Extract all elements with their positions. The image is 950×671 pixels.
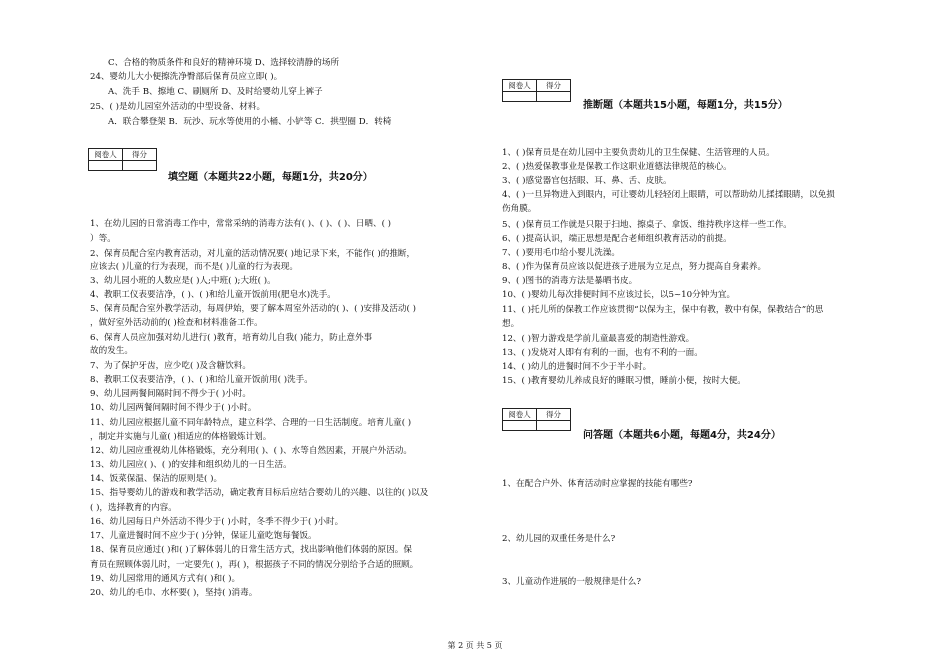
- judge-line: 2、( )热爱保教事业是保教工作这职业道德法律规范的核心。: [502, 162, 732, 172]
- judge-section-title: 推断题（本题共15小题，每题1分，共15分）: [583, 100, 788, 111]
- grader-cell[interactable]: [503, 92, 537, 102]
- judge-line: 10、( )婴幼儿每次排便时间不应该过长，以5~10分钟为宜。: [502, 290, 736, 300]
- judge-line: 3、( )感觉器官包括眼、耳、鼻、舌、皮肤。: [502, 176, 672, 186]
- qa-question: 3、儿童动作进展的一般规律是什么?: [502, 577, 641, 587]
- fill-line: 10、幼儿园两餐间隔时间不得少于( )小时。: [90, 403, 257, 413]
- fill-line: 18、保育员应通过( )和( )了解体弱儿的日常生活方式，找出影响他们体弱的原因。保: [90, 545, 412, 555]
- question-24: 24、婴幼儿大小便擦洗净臀部后保育员应立即( )。: [90, 72, 283, 82]
- fill-line: 3、幼儿园小班的人数应是( )人;中班( );大班( )。: [90, 276, 276, 286]
- fill-line: 12、幼儿园应重视幼儿体格锻炼，充分利用( )、( )、水等自然因素，开展户外活动。: [90, 446, 412, 456]
- score-label: 得分: [123, 149, 157, 161]
- score-cell[interactable]: [123, 161, 157, 171]
- fill-line: 20、幼儿的毛巾、水杯要( )，坚持( )消毒。: [90, 588, 258, 598]
- question-24-options: A、洗手 B、擦地 C、刷厕所 D、及时给婴幼儿穿上裤子: [108, 87, 323, 97]
- judge-line: 想。: [502, 319, 520, 329]
- judge-line: 15、( )教育婴幼儿养成良好的睡眠习惯，睡前小便，按时大便。: [502, 376, 746, 386]
- fill-line: 8、教职工仪表要洁净，( )、( )和给儿童开饭前用( )洗手。: [90, 375, 313, 385]
- judge-line: 4、( )一旦异物进入到眼内，可让婴幼儿轻轻闭上眼睛，可以帮助幼儿揉揉眼睛，以免损: [502, 190, 835, 200]
- fill-line: 16、幼儿园每日户外活动不得少于( )小时，冬季不得少于( )小时。: [90, 517, 344, 527]
- judge-line: 8、( )作为保育员应该以促进孩子进展为立足点，努力提高自身素养。: [502, 262, 767, 272]
- judge-line: 伤角膜。: [502, 204, 537, 214]
- fill-line: 14、饭菜保温、保洁的原则是( )。: [90, 474, 223, 484]
- fill-line: 13、幼儿园应( )、( )的安排和组织幼儿的一日生活。: [90, 460, 292, 470]
- judge-line: 7、( )要用毛巾给小婴儿洗澡。: [502, 248, 621, 258]
- fill-line: ，制定并实施与儿童( )相适应的体格锻炼计划。: [90, 432, 272, 442]
- score-cell[interactable]: [537, 92, 571, 102]
- page-footer: 第 2 页 共 5 页: [447, 641, 503, 650]
- qa-question: 1、在配合户外、体育活动时应掌握的技能有哪些?: [502, 479, 693, 489]
- fill-line: 5、保育员配合室外教学活动，每周伊始，要了解本周室外活动的( )、( )安排及活动( ): [90, 304, 416, 314]
- fill-line: 11、幼儿园应根据儿童不同年龄特点，建立科学、合理的一日生活制度。培育儿童( ): [90, 418, 412, 428]
- grader-label: 阅卷人: [503, 80, 537, 92]
- grader-cell[interactable]: [503, 421, 537, 431]
- fill-line: 7、为了保护牙齿，应少吃( )及含糖饮料。: [90, 361, 251, 371]
- score-cell[interactable]: [537, 421, 571, 431]
- judge-line: 9、( )图书的消毒方法是暴晒书皮。: [502, 276, 638, 286]
- fill-line: ( )，选择教育的内容。: [90, 503, 177, 513]
- score-label: 得分: [537, 80, 571, 92]
- fill-line: 6、保育人员应加强对幼儿进行( )教育，培育幼儿自我( )能力，防止意外事: [90, 333, 373, 343]
- judge-line: 13、( )发烧对人即有有利的一面，也有不利的一面。: [502, 348, 703, 358]
- judge-line: 14、( )幼儿的进餐时间不少于半小时。: [502, 362, 652, 372]
- question-25: 25、( )是幼儿园室外活动的中型设备、材料。: [90, 102, 266, 112]
- judge-line: 12、( )智力游戏是学前儿童最喜爱的制造性游戏。: [502, 334, 695, 344]
- judge-line: 11、( )托儿所的保教工作应该贯彻“以保为主，保中有教，教中有保，保教结合”的思: [502, 305, 824, 315]
- fill-line: 应该去( )儿童的行为表现，而不是( )儿童的行为表现。: [90, 262, 298, 272]
- grader-cell[interactable]: [89, 161, 123, 171]
- fill-line: 9、幼儿园两餐间隔时间不得少于( )小时。: [90, 389, 251, 399]
- fill-line: 15、指导婴幼儿的游戏和教学活动，确定教育目标后应结合婴幼儿的兴趣、以往的( )以及: [90, 488, 429, 498]
- score-label: 得分: [537, 409, 571, 421]
- score-box-fill: [88, 148, 157, 171]
- fill-line: 19、幼儿园常用的通风方式有( )和( )。: [90, 574, 241, 584]
- score-box-qa: [502, 408, 571, 431]
- score-box-judge: [502, 79, 571, 102]
- judge-line: 1、( )保育员是在幼儿园中主要负责幼儿的卫生保健、生活管理的人员。: [502, 148, 775, 158]
- question-23-options-cd: C、合格的物质条件和良好的精神环境 D、选择较清静的场所: [108, 58, 340, 68]
- fill-line: 1、在幼儿园的日常消毒工作中，常常采纳的消毒方法有( )、( )、( )、日晒、( ): [90, 219, 392, 229]
- question-25-options: A．联合攀登架 B．玩沙、玩水等使用的小桶、小铲等 C．拱型圈 D．转椅: [108, 117, 392, 127]
- fill-line: ）等。: [90, 234, 116, 244]
- grader-label: 阅卷人: [503, 409, 537, 421]
- qa-section-title: 问答题（本题共6小题，每题4分，共24分）: [583, 430, 781, 441]
- judge-line: 6、( )提高认识，端正思想是配合老师组织教育活动的前提。: [502, 234, 732, 244]
- fill-section-title: 填空题（本题共22小题，每题1分，共20分）: [168, 172, 373, 183]
- fill-line: 17、儿童进餐时间不应少于( )分钟，保证儿童吃饱每餐饭。: [90, 531, 317, 541]
- judge-line: 5、( )保育员工作就是只限于扫地、擦桌子、拿饭、维持秩序这样一些工作。: [502, 220, 792, 230]
- fill-line: 2、保育员配合室内教育活动，对儿童的活动情况要( )地记录下来，不能作( )的推断，: [90, 249, 416, 259]
- qa-question: 2、幼儿园的双重任务是什么?: [502, 534, 616, 544]
- fill-line: 育员在照顾体弱儿时，一定要先( )，再( )，根据孩子不同的情况分别给予合适的照顾。: [90, 560, 419, 570]
- fill-line: 故的发生。: [90, 346, 133, 356]
- fill-line: ，做好室外活动前的( )检查和材料准备工作。: [90, 318, 263, 328]
- fill-line: 4、教职工仪表要洁净，( )、( )和给儿童开饭前用(肥皂水)洗手。: [90, 290, 336, 300]
- grader-label: 阅卷人: [89, 149, 123, 161]
